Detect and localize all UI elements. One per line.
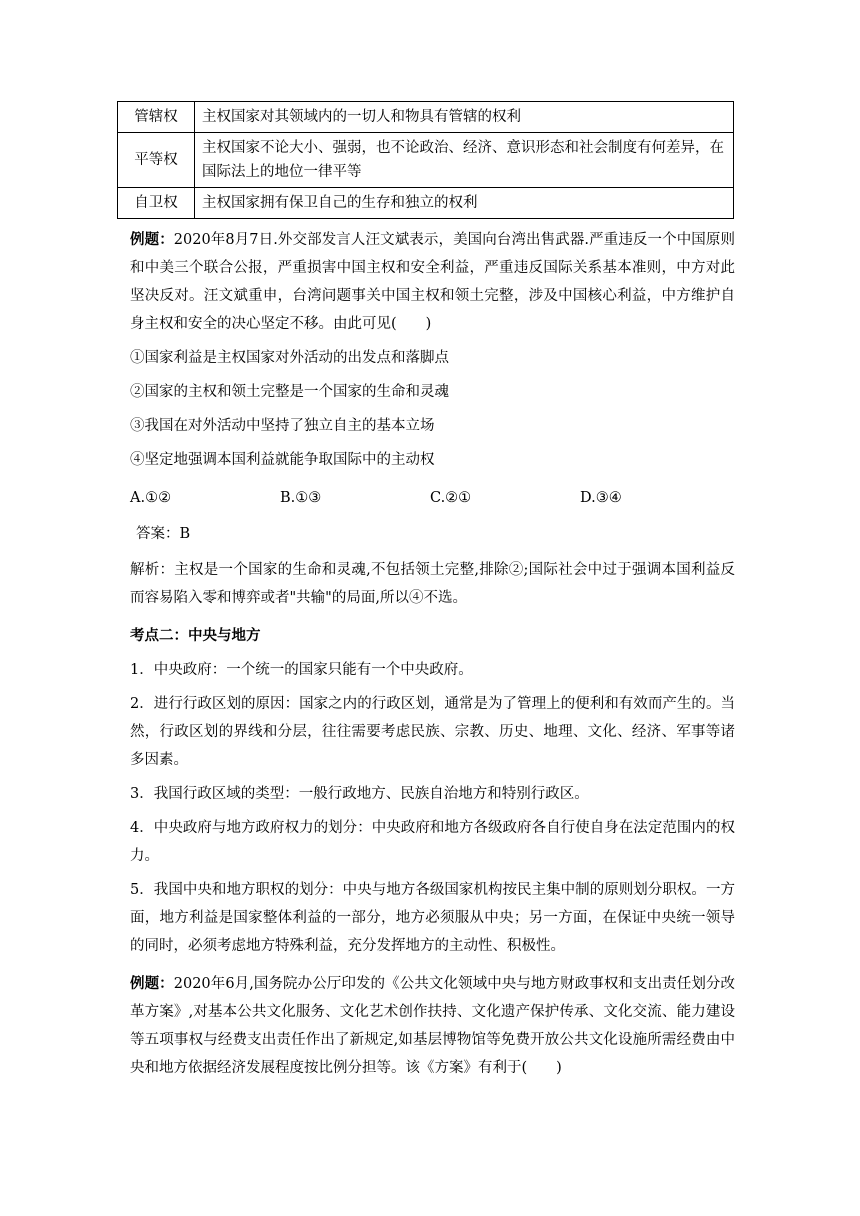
- point-item: 5．我国中央和地方职权的划分：中央与地方各级国家机构按民主集中制的原则划分职权。一方面，地方利益是国家整体利益的一部分，地方必须服从中央；另一方面，在保证中央统一领导的同时，必须考虑地方特殊利益，充分发挥地方的主动性、积极性。: [130, 882, 735, 954]
- rights-table: [117, 101, 734, 219]
- section-heading: 考点二：中央与地方: [130, 627, 261, 644]
- point-item: 2．进行行政区划的原因：国家之内的行政区划，通常是为了管理上的便利和有效而产生的。当然，行政区划的界线和分层，往往需要考虑民族、宗教、历史、地理、文化、经济、军事等诸多因素。: [130, 696, 735, 768]
- right-description: 主权国家对其领域内的一切人和物具有管辖的权利: [195, 102, 734, 133]
- table-row: [118, 102, 734, 133]
- document-body: [130, 226, 735, 1082]
- option-c: C.②①: [430, 490, 472, 506]
- right-description: 主权国家不论大小、强弱，也不论政治、经济、意识形态和社会制度有何差异，在国际法上的地位一律平等: [195, 133, 734, 188]
- analysis: 解析：主权是一个国家的生命和灵魂,不包括领土完整,排除②;国际社会中过于强调本国利益反而容易陷入零和博弈或者"共输"的局面,所以④不选。: [130, 562, 735, 606]
- option-b: B.①③: [280, 490, 322, 506]
- answer: 答案：B: [136, 526, 191, 542]
- choice-item: ②国家的主权和领土完整是一个国家的生命和灵魂: [130, 384, 449, 400]
- example-label: 例题：: [130, 975, 174, 992]
- point-item: 4．中央政府与地方政府权力的划分：中央政府和地方各级政府各自行使自身在法定范围内的权力。: [130, 820, 735, 864]
- example2-stem: [130, 970, 735, 1082]
- answer-options: [130, 484, 735, 512]
- right-term: 平等权: [118, 133, 195, 188]
- option-a: A.①②: [130, 490, 172, 506]
- choice-item: ①国家利益是主权国家对外活动的出发点和落脚点: [130, 350, 449, 366]
- right-term: 自卫权: [118, 188, 195, 219]
- choice-item: ③我国在对外活动中坚持了独立自主的基本立场: [130, 418, 435, 434]
- option-d: D.③④: [580, 490, 622, 506]
- choice-item: ④坚定地强调本国利益就能争取国际中的主动权: [130, 452, 435, 468]
- table-row: [118, 133, 734, 188]
- example-question: 2020年8月7日.外交部发言人汪文斌表示，美国向台湾出售武器.严重违反一个中国原则和中美三个联合公报，严重损害中国主权和安全利益，严重违反国际关系基本准则，中方对此坚决反对。汪文斌重申，台湾问题事关中国主权和领土完整，涉及中国核心利益，中方维护自身主权和安全的决心坚定不移。由此可见( ): [130, 232, 735, 332]
- table-row: [118, 188, 734, 219]
- example1-stem: [130, 226, 735, 338]
- point-item: 1．中央政府：一个统一的国家只能有一个中央政府。: [130, 662, 473, 678]
- right-description: 主权国家拥有保卫自己的生存和独立的权利: [195, 188, 734, 219]
- point-item: 3．我国行政区域的类型：一般行政地方、民族自治地方和特别行政区。: [130, 786, 589, 802]
- example-question: 2020年6月,国务院办公厅印发的《公共文化领域中央与地方财政事权和支出责任划分改革方案》,对基本公共文化服务、文化艺术创作扶持、文化遗产保护传承、文化交流、能力建设等五项事权与经费支出责任作出了新规定,如基层博物馆等免费开放公共文化设施所需经费由中央和地方依据经济发展程度按比例分担等。该《方案》有利于( ): [130, 976, 736, 1076]
- example-label: 例题：: [130, 231, 174, 248]
- right-term: 管辖权: [118, 102, 195, 133]
